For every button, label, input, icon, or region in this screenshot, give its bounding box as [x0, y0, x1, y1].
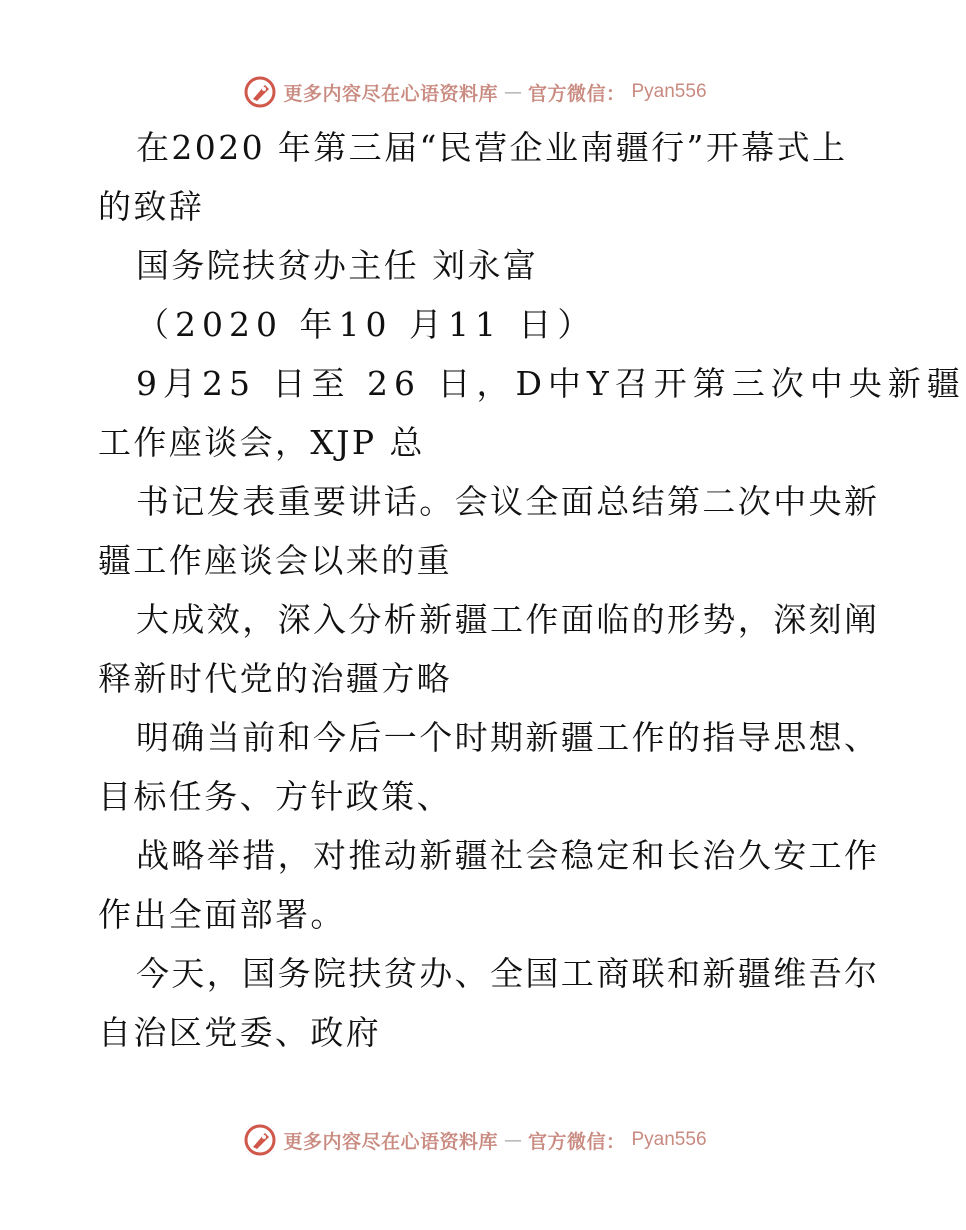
watermark-dash: —	[503, 1129, 522, 1151]
paragraph-line: 自治区党委、政府	[98, 1013, 382, 1052]
footer-watermark	[0, 1120, 950, 1160]
paragraph-line: 书记发表重要讲话。会议全面总结第二次中央新	[136, 482, 880, 521]
title-line-2: 的致辞	[98, 187, 205, 226]
pen-nib-logo-icon	[243, 1123, 277, 1157]
paragraph-line: 工作座谈会，XJP 总	[98, 423, 425, 462]
paragraph-line: 大成效，深入分析新疆工作面临的形势，深刻阐	[136, 600, 880, 639]
watermark-text: 更多内容尽在心语资料库	[283, 1130, 498, 1153]
paragraph-line: 目标任务、方针政策、	[98, 777, 452, 816]
paragraph-line: 9月25 日至 26 日，D中Y召开第三次中央新疆	[136, 364, 966, 403]
paragraph-line: 明确当前和今后一个时期新疆工作的指导思想、	[136, 718, 880, 757]
date-line: （2020 年10 月11 日）	[136, 305, 597, 344]
paragraph-line: 疆工作座谈会以来的重	[98, 541, 452, 580]
watermark-contact-label: 官方微信：	[527, 82, 626, 105]
document-body	[98, 118, 966, 1062]
watermark-text: 更多内容尽在心语资料库	[283, 82, 498, 105]
watermark-contact-label: 官方微信：	[527, 1130, 626, 1153]
speaker-line: 国务院扶贫办主任 刘永富	[136, 246, 539, 285]
watermark-dash: —	[503, 81, 522, 103]
header-watermark	[0, 72, 950, 112]
watermark-contact-id: Pyan556	[631, 1129, 707, 1150]
watermark-contact-id: Pyan556	[631, 81, 707, 102]
paragraph-line: 战略举措，对推动新疆社会稳定和长治久安工作	[136, 836, 880, 875]
paragraph-line: 作出全面部署。	[98, 895, 346, 934]
paragraph-line: 释新时代党的治疆方略	[98, 659, 452, 698]
pen-nib-logo-icon	[243, 75, 277, 109]
title-line-1: 在2020 年第三届“民营企业南疆行”开幕式上	[136, 128, 848, 167]
paragraph-line: 今天，国务院扶贫办、全国工商联和新疆维吾尔	[136, 954, 880, 993]
